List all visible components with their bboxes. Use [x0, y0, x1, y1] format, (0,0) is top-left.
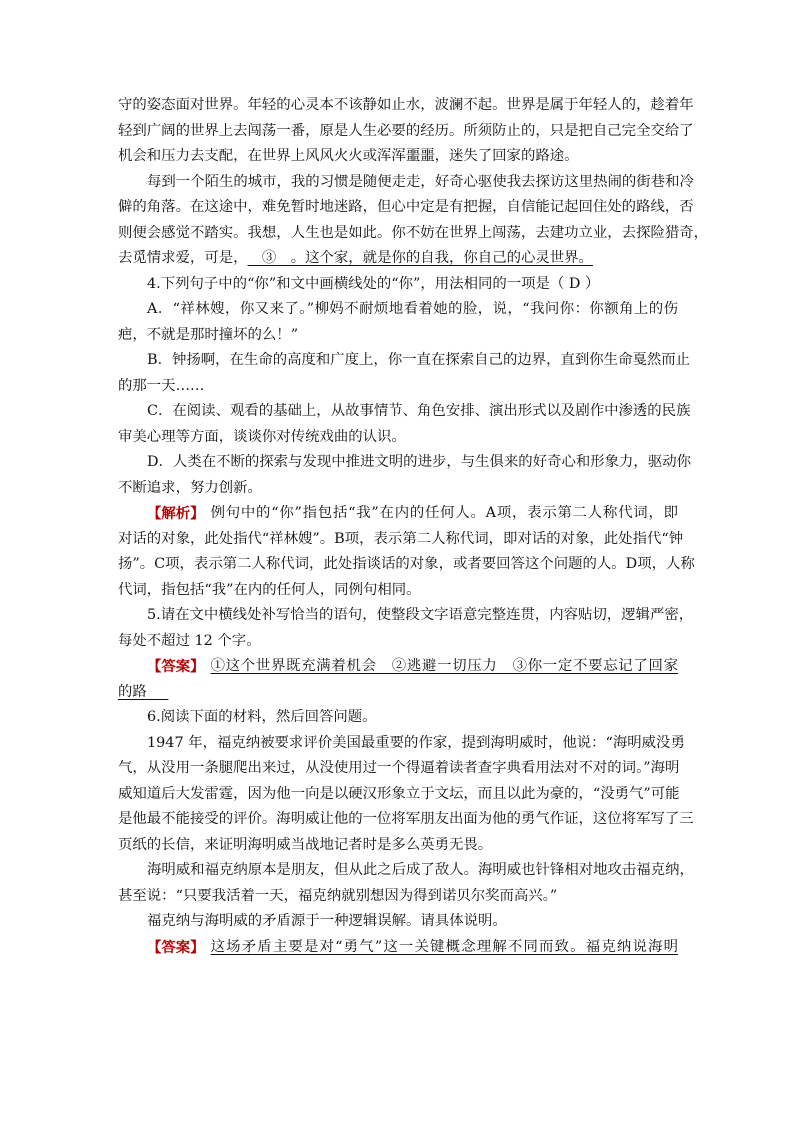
q4-option-c-cont: 审美心理等方面，谈谈你对传统戏曲的认识。	[118, 428, 406, 445]
passage-line: 机会和压力去支配，在世界上风风火火或浑浑噩噩，迷失了回家的路途。	[118, 148, 579, 164]
q5-answer-cont	[118, 680, 678, 706]
analysis-line: 代词，指包括“我”在内的任何人，同例句相同。	[118, 581, 421, 598]
q6-material-line: 威知道后大发雷霆，因为他一向是以硬汉形象立于文坛，而且以此为豪的，“没勇气”可能	[118, 785, 680, 802]
q4-option-b-cont: 的那一天……	[118, 377, 205, 394]
blank-3: ③	[261, 250, 277, 266]
analysis-line: 对话的对象，此处指代“祥林嫂”。B项，表示第二人称代词，即对话的对象，此处指代“钟	[118, 530, 684, 547]
passage-line: 僻的角落。在这途中，难免暂时地迷路，但心中定是有把握，自信能记起回住处的路线，否	[118, 199, 694, 215]
analysis-line: 扬”。C项，表示第二人称代词，此处指谈话的对象，或者要回答这个问题的人。D项，人称	[118, 556, 695, 572]
answer-text: 这场矛盾主要是对“勇气”这一关键概念理解不同而致。福克纳说海明	[210, 938, 678, 955]
q5-stem-cont: 每处不超过 12 个字。	[118, 632, 261, 649]
q6-question: 福克纳与海明威的矛盾源于一种逻辑误解。请具体说明。	[147, 913, 507, 929]
underlined-sentence: 。这个家，就是你的自我，你自己的心灵世界。	[290, 250, 593, 266]
q4-option-b: B．钟扬啊，在生命的高度和广度上，你一直在探索自己的边界，直到你生命戛然而止	[147, 352, 691, 368]
q4-option-d: D．人类在不断的探索与发现中推进文明的进步，与生俱来的好奇心和形象力，驱动你	[147, 454, 691, 470]
passage-last-line	[118, 246, 678, 272]
q6-answer	[118, 935, 678, 961]
q6-material-line: 页纸的长信，来证明海明威当战地记者时是多么英勇无畏。	[118, 836, 493, 853]
q5-stem: 5.请在文中横线处补写恰当的语句，使整段文字语意完整连贯，内容贴切，逻辑严密，	[147, 607, 694, 623]
q4-option-a: A．“祥林嫂，你又来了。”柳妈不耐烦地看着她的脸，说，“我问你：你额角上的伤	[147, 301, 678, 317]
q6-material-line: 甚至说：“只要我活着一天，福克纳就别想因为得到诺贝尔奖而高兴。”	[118, 887, 558, 904]
passage-line: 守的姿态面对世界。年轻的心灵本不该静如止水，波澜不起。世界是属于年轻人的，趁着年	[118, 97, 694, 113]
q6-stem: 6.阅读下面的材料，然后回答问题。	[147, 709, 377, 725]
q4-stem: 4.下列句子中的“你”和文中画横线处的“你”，用法相同的一项是（ D ）	[147, 275, 600, 292]
q6-material-line: 1947 年，福克纳被要求评价美国最重要的作家，提到海明威时，他说：“海明威没勇	[147, 734, 685, 751]
passage-line: 每到一个陌生的城市，我的习惯是随便走走，好奇心驱使我去探访这里热闹的街巷和冷	[147, 173, 694, 190]
passage-last-prefix: 去觅情求爱，可是，	[118, 250, 248, 266]
q4-option-c: C．在阅读、观看的基础上，从故事情节、角色安排、演出形式以及剧作中渗透的民族	[147, 403, 691, 419]
answer-text: 的路	[118, 683, 147, 700]
q6-material-line: 海明威和福克纳原本是朋友，但从此之后成了敌人。海明威也针锋相对地攻击福克纳，	[147, 862, 694, 878]
q4-analysis	[118, 501, 678, 527]
passage-line: 轻到广阔的世界上去闯荡一番，原是人生必要的经历。所须防止的，只是把自己完全交给了	[118, 122, 694, 139]
analysis-text: 例句中的“你”指包括“我”在内的任何人。A项，表示第二人称代词，即	[210, 505, 678, 521]
answer-text: ①这个世界既充满着机会 ②逃避一切压力 ③你一定不要忘记了回家	[210, 658, 678, 674]
q6-material-line: 是他最不能接受的评价。海明威让他的一位将军朋友出面为他的勇气作证，这位将军写了三	[118, 811, 694, 827]
passage-line: 则便会感觉不踏实。我想，人生也是如此。你不妨在世界上闯荡，去建功立业，去探险猎奇，	[118, 224, 709, 241]
q5-answer	[118, 654, 678, 680]
q4-option-a-cont: 疤，不就是那时撞坏的么！”	[118, 326, 299, 343]
q4-option-d-cont: 不断追求，努力创新。	[118, 479, 262, 496]
answer-tag: 【答案】	[147, 658, 205, 675]
document-page	[118, 93, 709, 960]
q6-material-line: 气，从没用一条腿爬出来过，从没使用过一个得逼着读者查字典看用法对不对的词。”海明	[118, 760, 680, 776]
answer-tag: 【答案】	[147, 938, 205, 956]
analysis-tag: 【解析】	[147, 505, 205, 522]
